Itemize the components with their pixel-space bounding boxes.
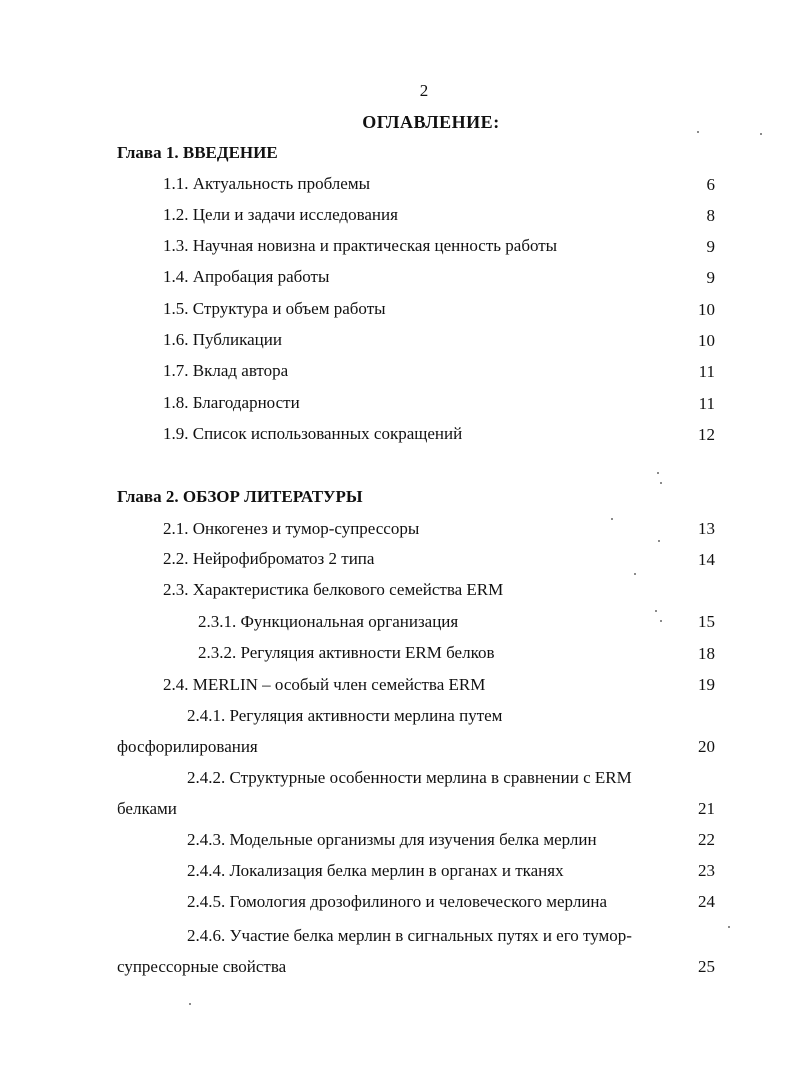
scan-speck	[660, 620, 662, 622]
toc-entry-page: 6	[706, 175, 715, 194]
toc-entry-label: 2.3. Характеристика белкового семейства ERM	[163, 580, 504, 599]
toc-entry-page: 14	[698, 550, 715, 569]
toc-entry-page: 25	[698, 957, 715, 976]
toc-entry-page: 15	[698, 612, 715, 631]
scan-speck	[655, 610, 657, 612]
toc-entry-page: 18	[698, 644, 715, 663]
toc-entry-page: 11	[698, 394, 715, 413]
toc-entry-page: 10	[698, 331, 715, 350]
toc-entry-label: 2.4.2. Структурные особенности мерлина в сравнении с ERM	[187, 768, 632, 787]
toc-entry-label: 1.6. Публикации	[163, 330, 282, 349]
toc-entry-label: 2.2. Нейрофиброматоз 2 типа	[163, 549, 375, 568]
toc-entry-label: 1.2. Цели и задачи исследования	[163, 205, 398, 224]
toc-entry-label: 2.3.1. Функциональная организация	[198, 612, 459, 631]
toc-entry-label: 1.3. Научная новизна и практическая ценность работы	[163, 236, 558, 255]
toc-entry-label: 2.4.5. Гомология дрозофилиного и человеческого мерлина	[187, 892, 608, 911]
toc-entry-continuation: супрессорные свойства	[117, 957, 287, 976]
scan-speck	[760, 133, 762, 135]
toc-entry-page: 10	[698, 300, 715, 319]
toc-entry-page: 22	[698, 830, 715, 849]
toc-entry-page: 24	[698, 892, 715, 911]
chapter-2-title: Глава 2. ОБЗОР ЛИТЕРАТУРЫ	[117, 487, 363, 506]
toc-entry-page: 13	[698, 519, 715, 538]
chapter-1-title: Глава 1. ВВЕДЕНИЕ	[117, 143, 278, 162]
toc-entry-label: 2.4.4. Локализация белка мерлин в органах и тканях	[187, 861, 564, 880]
toc-entry-label: 2.3.2. Регуляция активности ERM белков	[198, 643, 495, 662]
toc-entry-label: 2.4.3. Модельные организмы для изучения белка мерлин	[187, 830, 597, 849]
scan-speck	[660, 482, 662, 484]
toc-entry-continuation: фосфорилирования	[117, 737, 258, 756]
scan-speck	[189, 1003, 191, 1005]
toc-entry-page: 19	[698, 675, 715, 694]
toc-entry-label: 1.7. Вклад автора	[163, 361, 289, 380]
scan-speck	[657, 472, 659, 474]
toc-entry-page: 23	[698, 861, 715, 880]
toc-entry-label: 1.8. Благодарности	[163, 393, 300, 412]
toc-entry-label: 2.4.1. Регуляция активности мерлина путем	[187, 706, 503, 725]
toc-entry-label: 2.4.6. Участие белка мерлин в сигнальных путях и его тумор-	[187, 926, 632, 945]
scan-speck	[611, 518, 613, 520]
toc-title: ОГЛАВЛЕНИЕ:	[362, 112, 500, 132]
toc-entry-page: 21	[698, 799, 715, 818]
toc-entry-page: 20	[698, 737, 715, 756]
toc-entry-continuation: белками	[117, 799, 177, 818]
toc-entry-label: 2.1. Онкогенез и тумор-супрессоры	[163, 519, 420, 538]
toc-entry-page: 8	[706, 206, 715, 225]
toc-entry-label: 1.9. Список использованных сокращений	[163, 424, 463, 443]
toc-entry-label: 1.4. Апробация работы	[163, 267, 330, 286]
toc-entry-page: 12	[698, 425, 715, 444]
scan-speck	[658, 540, 660, 542]
toc-entry-page: 11	[698, 362, 715, 381]
toc-entry-label: 1.1. Актуальность проблемы	[163, 174, 371, 193]
toc-entry-label: 1.5. Структура и объем работы	[163, 299, 386, 318]
toc-entry-label: 2.4. MERLIN – особый член семейства ERM	[163, 675, 486, 694]
toc-entry-page: 9	[706, 237, 715, 256]
page-number: 2	[419, 81, 429, 100]
scan-speck	[697, 131, 699, 133]
toc-entry-page: 9	[706, 268, 715, 287]
scan-speck	[634, 573, 636, 575]
scan-speck	[728, 926, 730, 928]
